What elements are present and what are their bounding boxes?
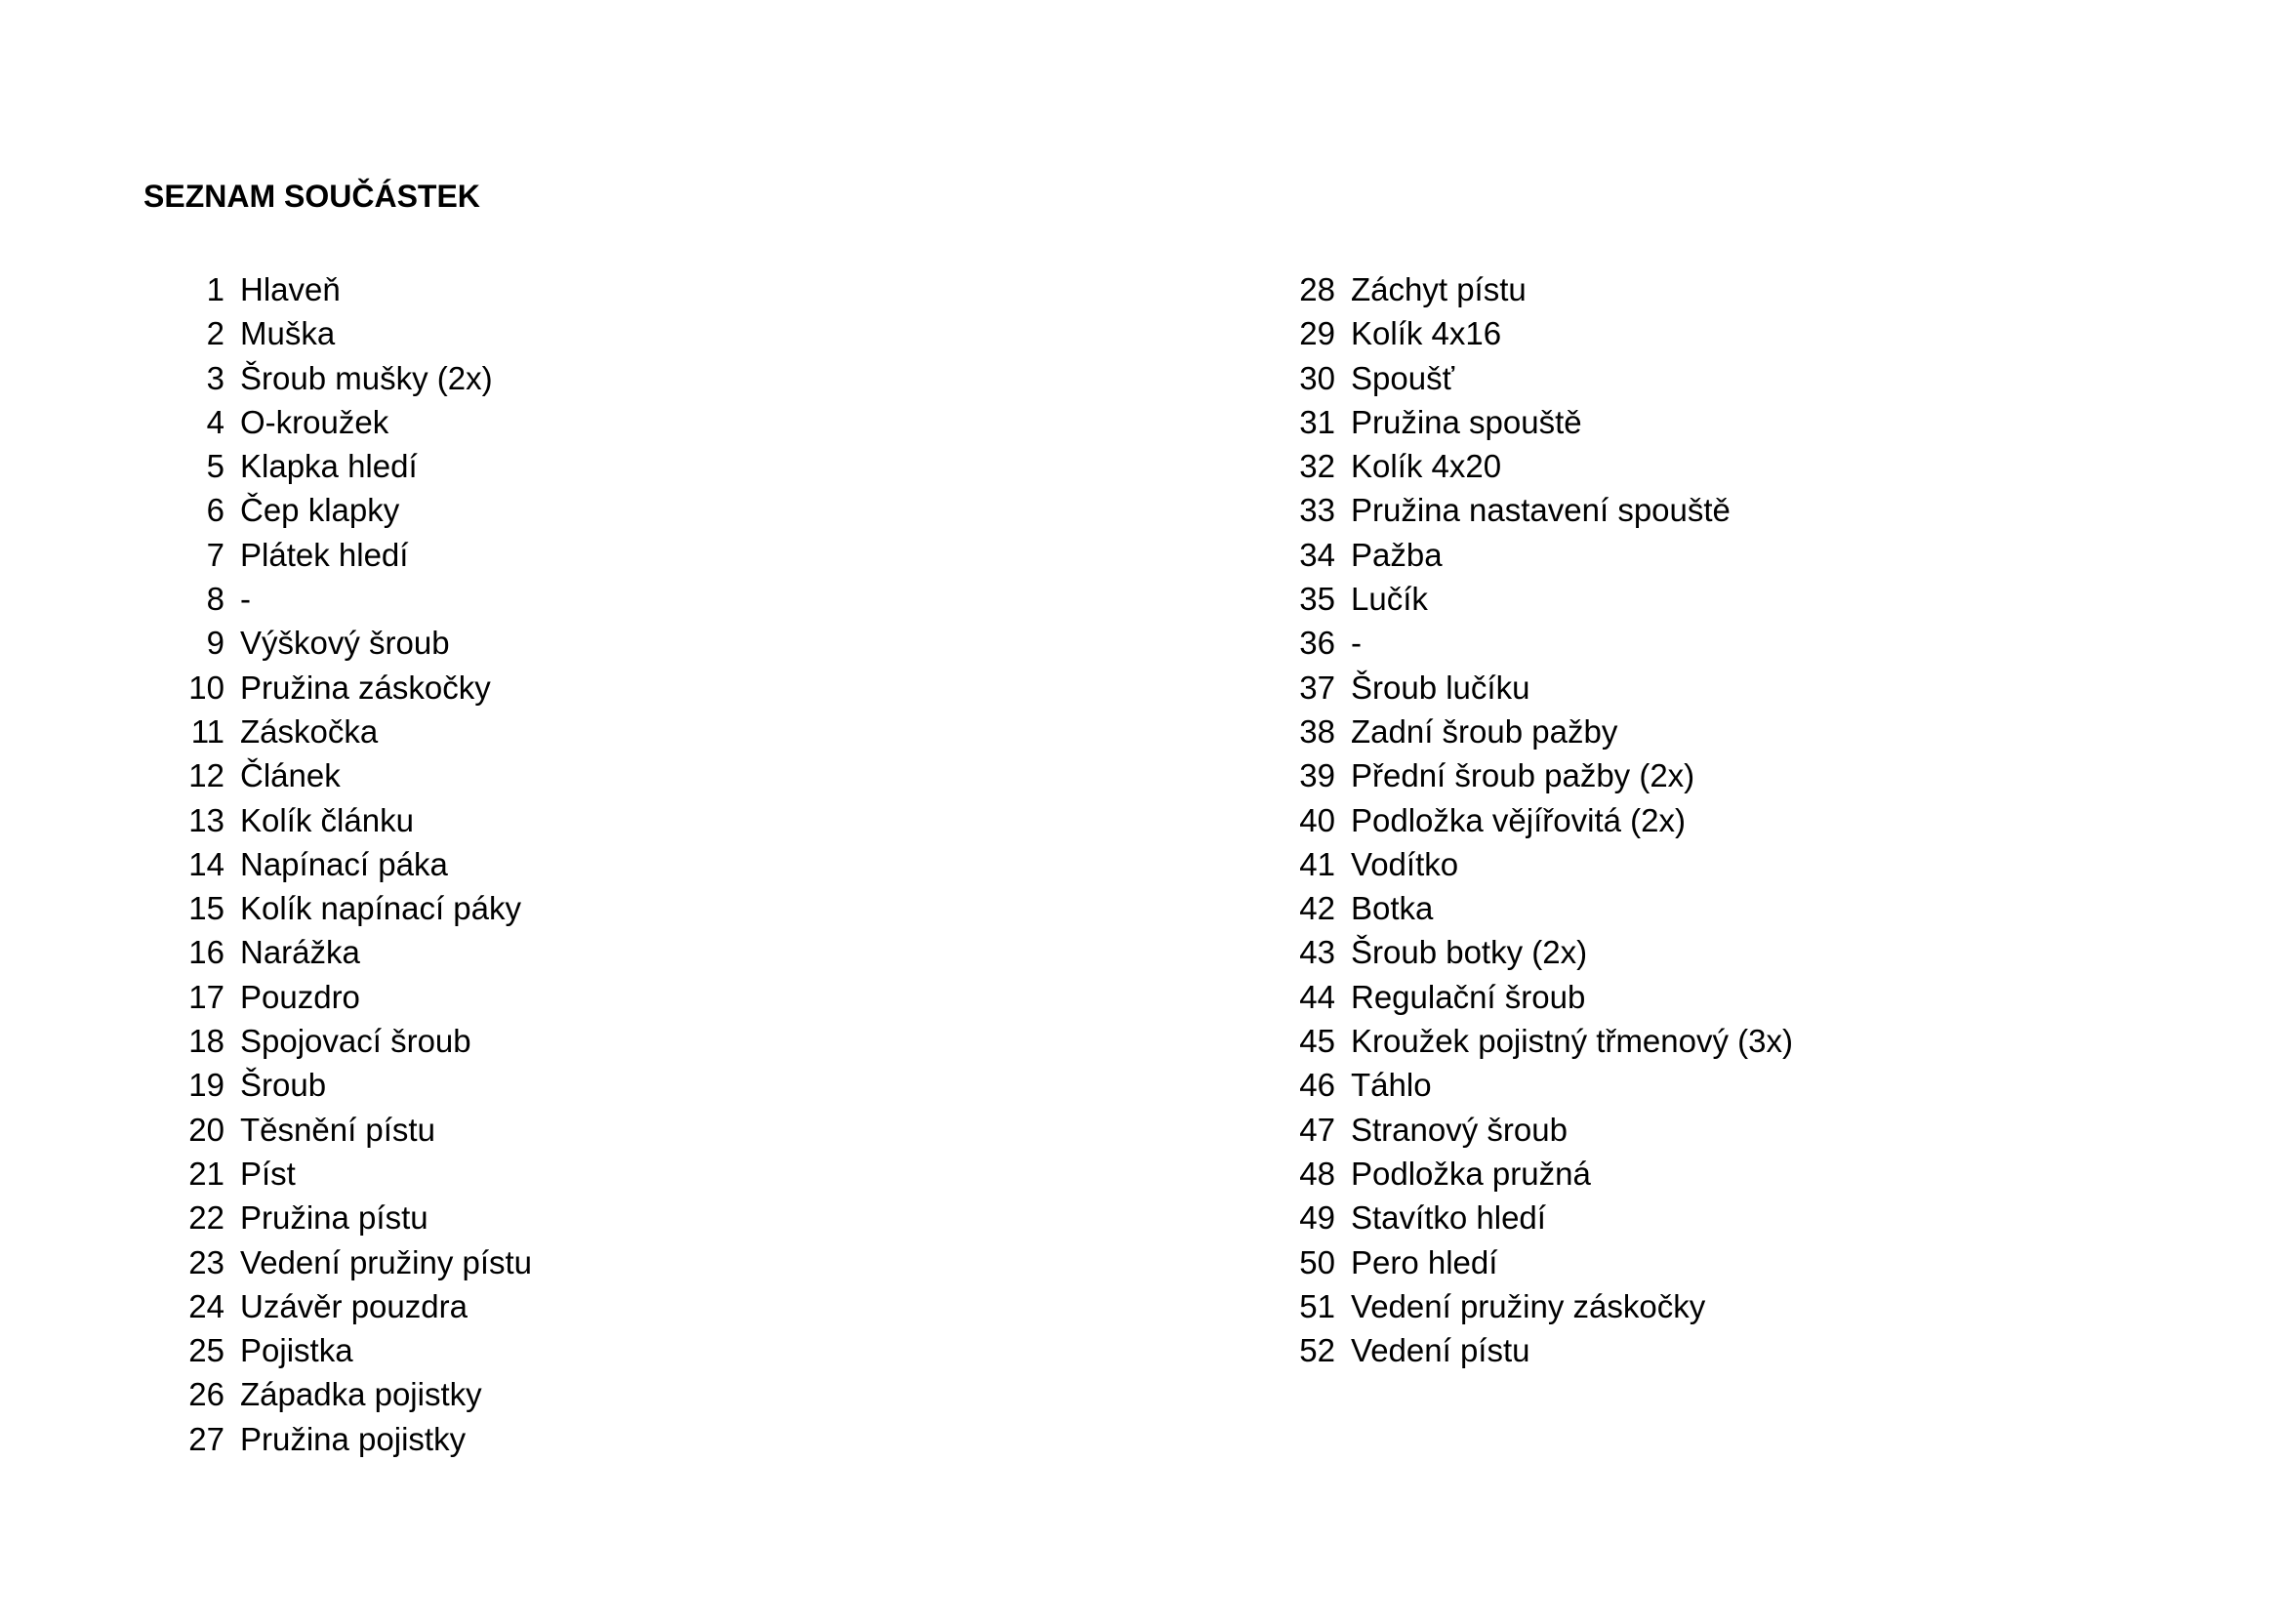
list-item — [166, 621, 532, 665]
part-number: 43 — [1299, 934, 1335, 971]
list-item — [1269, 1152, 1793, 1196]
list-item — [1269, 975, 1793, 1019]
part-number: 12 — [188, 757, 224, 794]
part-name: Těsnění pístu — [240, 1111, 435, 1148]
part-name: Západka pojistky — [240, 1376, 482, 1413]
part-name: Pružina nastavení spouště — [1351, 492, 1731, 529]
part-name: Pero hledí — [1351, 1243, 1498, 1280]
list-item — [166, 1328, 532, 1372]
list-item — [1269, 753, 1793, 797]
part-name: O-kroužek — [240, 403, 389, 440]
part-number: 44 — [1299, 978, 1335, 1015]
part-number: 16 — [188, 934, 224, 971]
part-number: 34 — [1299, 536, 1335, 573]
part-name: Vodítko — [1351, 845, 1459, 882]
list-item — [1269, 444, 1793, 488]
part-number: 49 — [1299, 1199, 1335, 1237]
part-name: Stranový šroub — [1351, 1111, 1568, 1148]
parts-list-left — [166, 267, 532, 1461]
part-number: 1 — [206, 271, 224, 307]
part-number: 50 — [1299, 1243, 1335, 1280]
list-item — [166, 710, 532, 753]
part-name: Pružina spouště — [1351, 403, 1582, 440]
part-number: 14 — [188, 845, 224, 882]
part-name: Stavítko hledí — [1351, 1199, 1546, 1237]
part-name: Šroub lučíku — [1351, 669, 1530, 706]
list-item — [166, 1196, 532, 1239]
part-number: 42 — [1299, 890, 1335, 927]
list-item — [1269, 1196, 1793, 1239]
list-item — [166, 930, 532, 974]
part-number: 39 — [1299, 757, 1335, 794]
list-item — [166, 533, 532, 577]
list-item — [1269, 1284, 1793, 1328]
list-item — [166, 975, 532, 1019]
part-name: Podložka vějířovitá (2x) — [1351, 801, 1686, 838]
part-number: 13 — [188, 801, 224, 838]
list-item — [1269, 842, 1793, 886]
part-name: Záchyt pístu — [1351, 271, 1527, 307]
part-name: Spojovací šroub — [240, 1023, 471, 1060]
part-number: 3 — [206, 359, 224, 396]
list-item — [1269, 488, 1793, 532]
part-number: 27 — [188, 1420, 224, 1457]
list-item — [166, 1417, 532, 1461]
page-title: SEZNAM SOUČÁSTEK — [143, 179, 480, 214]
part-name: Vedení pružiny záskočky — [1351, 1287, 1706, 1324]
part-name: Šroub mušky (2x) — [240, 359, 493, 396]
part-number: 30 — [1299, 359, 1335, 396]
part-number: 51 — [1299, 1287, 1335, 1324]
part-name: Přední šroub pažby (2x) — [1351, 757, 1695, 794]
list-item — [166, 1019, 532, 1063]
part-number: 41 — [1299, 845, 1335, 882]
part-number: 7 — [206, 536, 224, 573]
part-number: 17 — [188, 978, 224, 1015]
part-number: 35 — [1299, 581, 1335, 618]
part-number: 32 — [1299, 448, 1335, 485]
part-number: 52 — [1299, 1332, 1335, 1369]
part-name: Kroužek pojistný třmenový (3x) — [1351, 1023, 1793, 1060]
part-name: Kolík 4x16 — [1351, 315, 1502, 352]
list-item — [1269, 798, 1793, 842]
part-name: Táhlo — [1351, 1067, 1432, 1104]
list-item — [166, 356, 532, 400]
list-item — [166, 753, 532, 797]
list-item — [1269, 533, 1793, 577]
part-number: 10 — [188, 669, 224, 706]
part-name: Píst — [240, 1155, 296, 1192]
part-number: 37 — [1299, 669, 1335, 706]
part-name: Narážka — [240, 934, 360, 971]
part-number: 28 — [1299, 271, 1335, 307]
part-name: Spoušť — [1351, 359, 1454, 396]
part-number: 15 — [188, 890, 224, 927]
list-item — [166, 1372, 532, 1416]
list-item — [1269, 1063, 1793, 1107]
list-item — [1269, 1108, 1793, 1152]
list-item — [166, 886, 532, 930]
list-item — [1269, 577, 1793, 621]
part-name: - — [1351, 625, 1362, 662]
part-number: 26 — [188, 1376, 224, 1413]
list-item — [166, 798, 532, 842]
list-item — [1269, 267, 1793, 311]
part-number: 45 — [1299, 1023, 1335, 1060]
list-item — [1269, 666, 1793, 710]
list-item — [1269, 930, 1793, 974]
part-number: 19 — [188, 1067, 224, 1104]
part-name: Čep klapky — [240, 492, 400, 529]
part-name: Kolík napínací páky — [240, 890, 522, 927]
list-item — [166, 1152, 532, 1196]
part-name: Šroub — [240, 1067, 327, 1104]
part-number: 33 — [1299, 492, 1335, 529]
parts-list-right — [1269, 267, 1793, 1372]
part-number: 29 — [1299, 315, 1335, 352]
part-name: Podložka pružná — [1351, 1155, 1591, 1192]
part-name: Záskočka — [240, 712, 379, 750]
list-item — [166, 1240, 532, 1284]
part-name: Napínací páka — [240, 845, 448, 882]
list-item — [166, 1063, 532, 1107]
part-name: Uzávěr pouzdra — [240, 1287, 468, 1324]
part-number: 20 — [188, 1111, 224, 1148]
part-name: Pažba — [1351, 536, 1443, 573]
part-number: 2 — [206, 315, 224, 352]
part-name: Pružina pístu — [240, 1199, 428, 1237]
part-number: 21 — [188, 1155, 224, 1192]
part-name: Výškový šroub — [240, 625, 450, 662]
part-name: - — [240, 581, 251, 618]
part-number: 8 — [206, 581, 224, 618]
part-number: 38 — [1299, 712, 1335, 750]
list-item — [1269, 710, 1793, 753]
list-item — [166, 400, 532, 444]
part-name: Pojistka — [240, 1332, 353, 1369]
part-number: 9 — [206, 625, 224, 662]
part-name: Pouzdro — [240, 978, 360, 1015]
list-item — [1269, 886, 1793, 930]
part-name: Pružina pojistky — [240, 1420, 467, 1457]
part-number: 40 — [1299, 801, 1335, 838]
part-name: Zadní šroub pažby — [1351, 712, 1618, 750]
part-name: Regulační šroub — [1351, 978, 1586, 1015]
part-number: 4 — [206, 403, 224, 440]
part-name: Kolík 4x20 — [1351, 448, 1502, 485]
list-item — [166, 666, 532, 710]
list-item — [1269, 356, 1793, 400]
list-item — [166, 577, 532, 621]
list-item — [166, 267, 532, 311]
list-item — [1269, 1019, 1793, 1063]
list-item — [1269, 1328, 1793, 1372]
part-name: Botka — [1351, 890, 1434, 927]
part-name: Plátek hledí — [240, 536, 409, 573]
list-item — [166, 311, 532, 355]
part-number: 48 — [1299, 1155, 1335, 1192]
list-item — [166, 488, 532, 532]
part-number: 5 — [206, 448, 224, 485]
part-number: 6 — [206, 492, 224, 529]
part-name: Vedení pružiny pístu — [240, 1243, 533, 1280]
list-item — [166, 1108, 532, 1152]
list-item — [166, 1284, 532, 1328]
part-number: 31 — [1299, 403, 1335, 440]
part-name: Kolík článku — [240, 801, 414, 838]
list-item — [166, 842, 532, 886]
part-number: 23 — [188, 1243, 224, 1280]
part-number: 22 — [188, 1199, 224, 1237]
part-name: Lučík — [1351, 581, 1428, 618]
part-number: 36 — [1299, 625, 1335, 662]
part-name: Článek — [240, 757, 341, 794]
part-name: Muška — [240, 315, 336, 352]
list-item — [1269, 1240, 1793, 1284]
part-name: Vedení pístu — [1351, 1332, 1530, 1369]
part-name: Hlaveň — [240, 271, 341, 307]
list-item — [166, 444, 532, 488]
part-number: 46 — [1299, 1067, 1335, 1104]
part-number: 47 — [1299, 1111, 1335, 1148]
part-number: 18 — [188, 1023, 224, 1060]
part-number: 11 — [190, 712, 224, 750]
part-name: Šroub botky (2x) — [1351, 934, 1588, 971]
list-item — [1269, 400, 1793, 444]
part-name: Klapka hledí — [240, 448, 418, 485]
list-item — [1269, 621, 1793, 665]
part-number: 24 — [188, 1287, 224, 1324]
list-item — [1269, 311, 1793, 355]
part-number: 25 — [188, 1332, 224, 1369]
part-name: Pružina záskočky — [240, 669, 491, 706]
